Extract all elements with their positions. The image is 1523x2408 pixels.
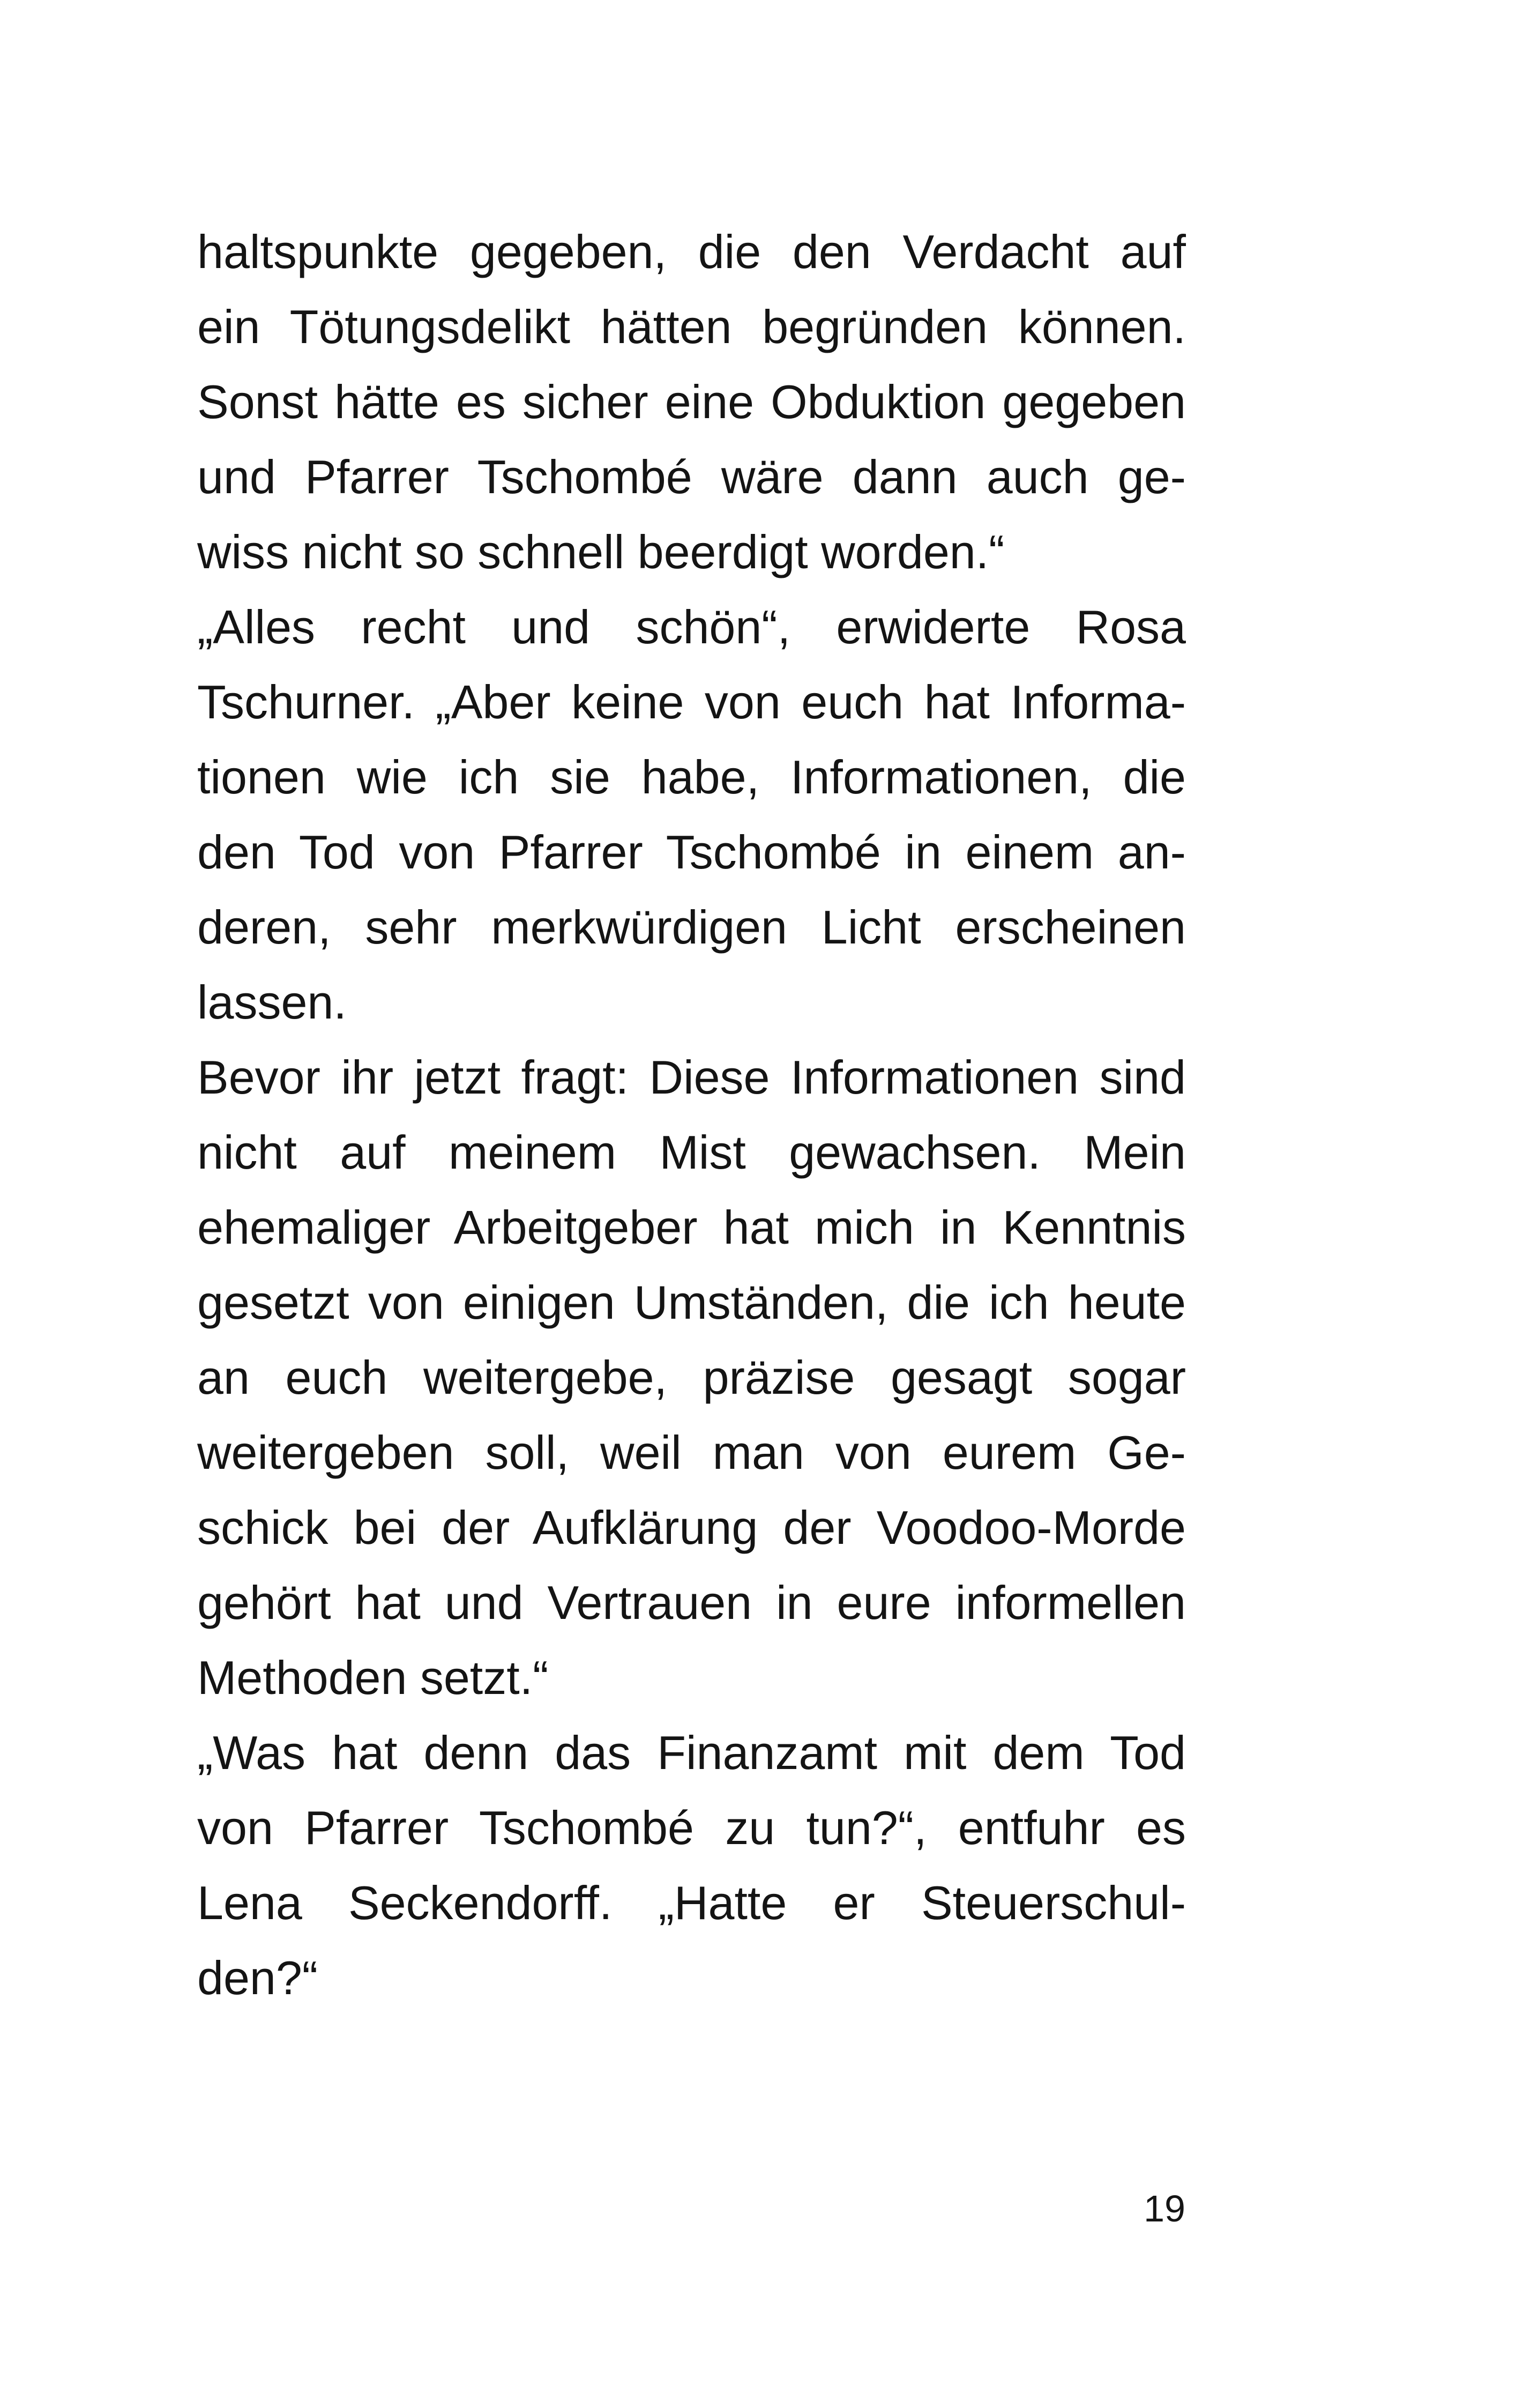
text-line: Bevor ihr jetzt fragt: Diese Informationen sind <box>197 1051 1186 1104</box>
text-line: ein Tötungsdelikt hätten begründen können. <box>197 300 1186 353</box>
text-line: Sonst hätte es sicher eine Obduktion gegeben <box>197 375 1186 428</box>
text-line: haltspunkte gegeben, die den Verdacht auf <box>197 225 1186 278</box>
text-line: gehört hat und Vertrauen in eure informellen <box>197 1576 1186 1629</box>
text-line: Tschurner. „Aber keine von euch hat Informa- <box>197 675 1186 729</box>
text-line: nicht auf meinem Mist gewachsen. Mein <box>197 1126 1186 1179</box>
text-line: Lena Seckendorff. „Hatte er Steuerschul- <box>197 1876 1186 1929</box>
text-line: den Tod von Pfarrer Tschombé in einem an- <box>197 826 1186 879</box>
text-line: den?“ <box>197 1951 318 2004</box>
text-line: und Pfarrer Tschombé wäre dann auch ge- <box>197 450 1186 503</box>
text-line: an euch weitergebe, präzise gesagt sogar <box>197 1351 1186 1404</box>
text-line: deren, sehr merkwürdigen Licht erscheinen <box>197 901 1186 954</box>
text-line: „Alles recht und schön“, erwiderte Rosa <box>197 600 1186 653</box>
text-line: „Was hat denn das Finanzamt mit dem Tod <box>197 1726 1186 1779</box>
text-line: gesetzt von einigen Umständen, die ich heute <box>197 1276 1186 1329</box>
text-line: tionen wie ich sie habe, Informationen, die <box>197 750 1186 804</box>
body-text <box>197 214 1186 2016</box>
text-line: Methoden setzt.“ <box>197 1651 549 1704</box>
text-line: lassen. <box>197 976 347 1029</box>
text-line: weitergeben soll, weil man von eurem Ge- <box>197 1426 1186 1479</box>
text-line: von Pfarrer Tschombé zu tun?“, entfuhr es <box>197 1801 1186 1854</box>
text-line: wiss nicht so schnell beerdigt worden.“ <box>197 525 1005 578</box>
text-line: ehemaliger Arbeitgeber hat mich in Kenntnis <box>197 1201 1186 1254</box>
text-line: schick bei der Aufklärung der Voodoo-Morde <box>197 1501 1186 1554</box>
page-number: 19 <box>1144 2188 1185 2229</box>
